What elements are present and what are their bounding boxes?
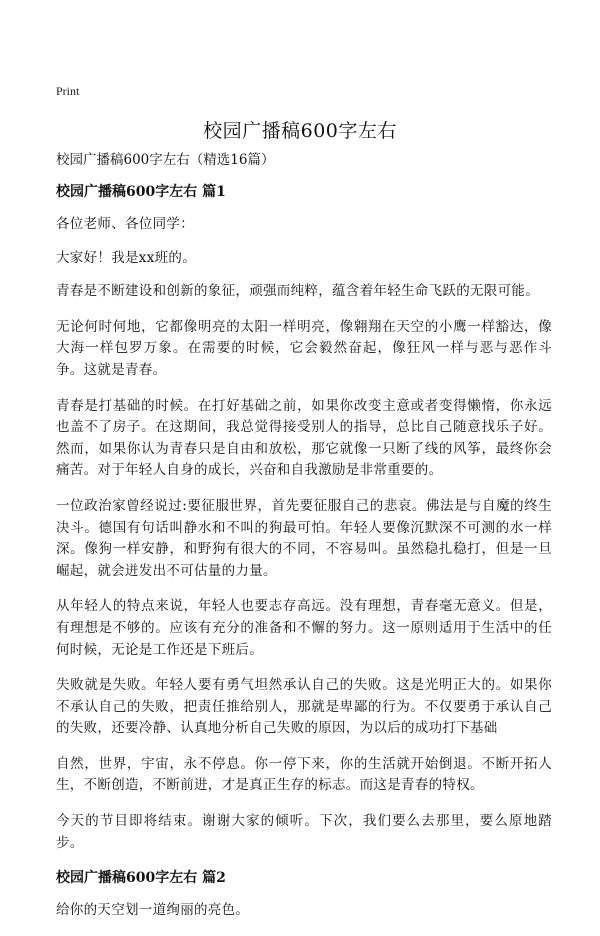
paragraph: 青春是不断建设和创新的象征，顽强而纯粹，蕴含着年轻生命飞跃的无限可能。 [56, 283, 539, 300]
paragraph: 今天的节目即将结束。谢谢大家的倾听。下次，我们要么去那里，要么原地踏步。 [56, 813, 552, 851]
paragraph: 无论何时何地，它都像明亮的太阳一样明亮，像翱翔在天空的小鹰一样豁达，像大海一样包罗万象。在需要的时候，它会毅然奋起，像狂风一样与恶与恶作斗争。这就是青春。 [56, 318, 552, 378]
paragraph: 各位老师、各位同学： [56, 216, 194, 232]
paragraph: 给你的天空划一道绚丽的亮色。 [56, 902, 250, 919]
paragraph: 自然，世界，宇宙，永不停息。你一停下来，你的生活就开始倒退。不断开拓人生，不断创造，不断前进，才是真正生存的标志。而这是青春的特权。 [56, 755, 552, 794]
document-body [56, 150, 552, 936]
paragraph: 一位政治家曾经说过:要征服世界，首先要征服自己的悲哀。佛法是与自魔的终生决斗。德国有句话叫静水和不叫的狗最可怕。年轻人要像沉默深不可测的水一样深。像狗一样安静，和野狗有很大的不同，不容易叫。虽然稳扎稳打，但是一旦崛起，就会迸发出不可估量的力量。 [56, 497, 552, 579]
paragraph: 失败就是失败。年轻人要有勇气坦然承认自己的失败。这是光明正大的。如果你不承认自己的失败，把责任推给别人，那就是卑鄙的行为。不仅要勇于承认自己的失败，还要冷静、认真地分析自己失败的原因，为以后的成功打下基础 [56, 677, 552, 737]
print-label: Print [56, 84, 80, 98]
section-heading: 校园广播稿600字左右 篇1 [56, 184, 226, 200]
page-title: 校园广播稿600字左右 [203, 120, 397, 142]
paragraph: 大家好！我是xx班的。 [56, 249, 197, 266]
document-subtitle: 校园广播稿600字左右（精选16篇） [56, 152, 275, 168]
paragraph: 从年轻人的特点来说，年轻人也要志存高远。没有理想，青春毫无意义。但是，有理想是不够的。应该有充分的准备和不懈的努力。这一原则适用于生活中的任何时候，无论是工作还是下班后。 [56, 598, 552, 658]
paragraph: 青春是打基础的时候。在打好基础之前，如果你改变主意或者变得懒惰，你永远也盖不了房子。在这期间，我总觉得接受别人的指导，总比自己随意找乐子好。然而，如果你认为青春只是自由和放松，那它就像一只断了线的风筝，最终你会痛苦。对于年轻人自身的成长，兴奋和自我激励是非常重要的。 [56, 397, 552, 479]
section-heading: 校园广播稿600字左右 篇2 [56, 870, 226, 887]
